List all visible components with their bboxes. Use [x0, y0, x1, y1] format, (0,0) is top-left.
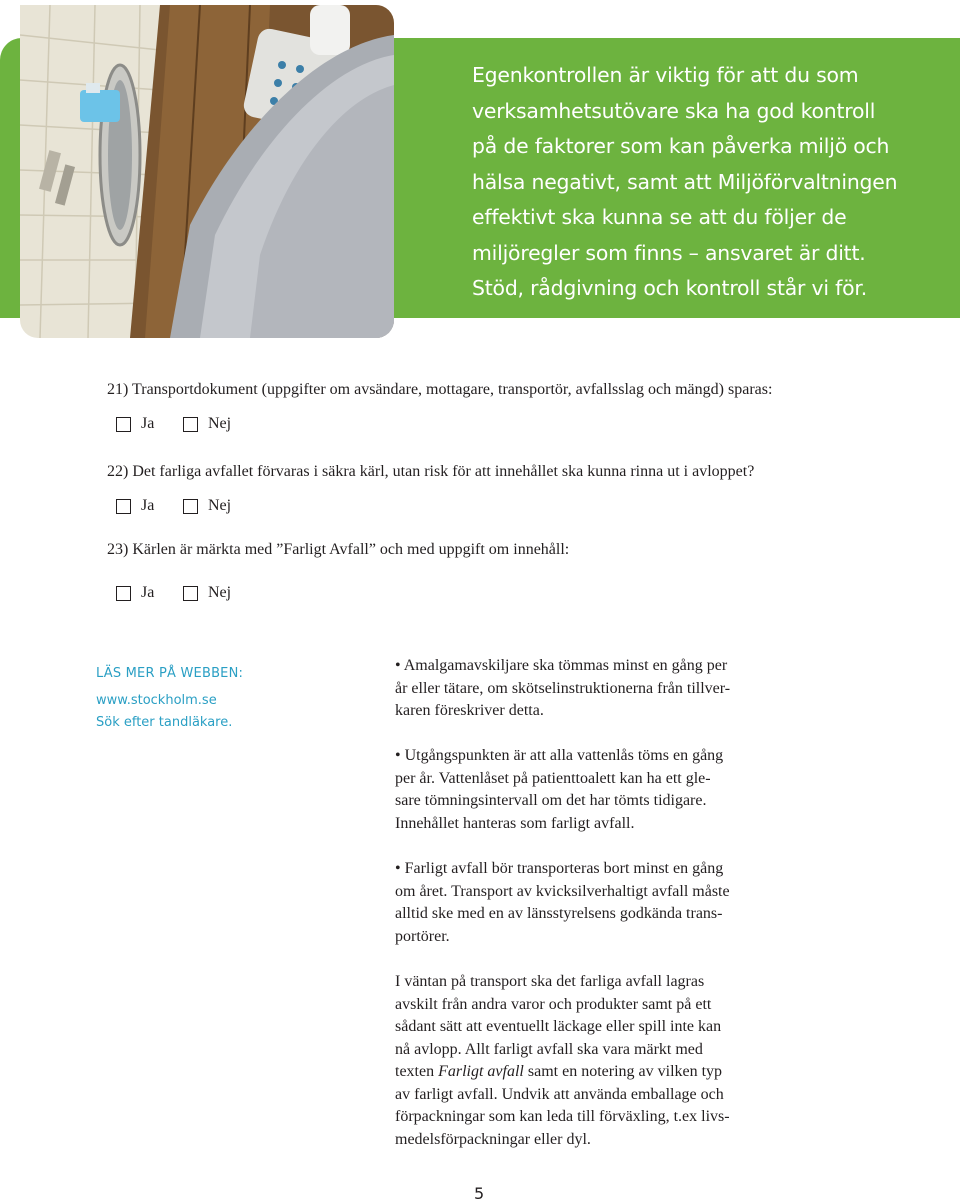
read-more-heading: LÄS MER PÅ WEBBEN:	[96, 666, 244, 681]
option-label: Nej	[208, 415, 232, 432]
intro-line: Stöd, rådgivning och kontroll står vi för.	[472, 276, 867, 300]
text-line: om året. Transport av kvicksilverhaltigt avfall måste	[395, 882, 730, 900]
text-segment: texten	[395, 1063, 439, 1080]
intro-line: verksamhetsutövare ska ha god kontroll	[472, 98, 876, 123]
text-line: sare tömningsintervall om det har tömts tidigare.	[395, 792, 707, 809]
search-hint: Sök efter tandläkare.	[96, 715, 233, 730]
question-22: 22) Det farliga avfallet förvaras i säkra kärl, utan risk för att innehållet ska kunna rinna ut i avloppet?	[107, 463, 755, 480]
option-no-22[interactable]	[183, 496, 231, 516]
text-line: avskilt från andra varor och produkter samt på ett	[395, 995, 712, 1013]
emphasized-term: Farligt avfall	[438, 1063, 524, 1080]
intro-text	[472, 58, 932, 307]
question-23: 23) Kärlen är märkta med ”Farligt Avfall” och med uppgift om innehåll:	[107, 541, 570, 558]
option-no-21[interactable]	[183, 414, 231, 434]
option-label: Ja	[141, 497, 155, 514]
intro-line: Egenkontrollen är viktig för att du som	[472, 63, 859, 87]
text-line: nå avlopp. Allt farligt avfall ska vara märkt med	[395, 1040, 703, 1058]
text-line: medelsförpackningar eller dyl.	[395, 1130, 591, 1148]
option-yes-23[interactable]	[116, 583, 154, 603]
text-line: år eller tätare, om skötselinstruktionerna från tillver-	[395, 679, 731, 697]
checkbox[interactable]	[116, 499, 131, 514]
text-line: karen föreskriver detta.	[395, 702, 544, 719]
intro-line: på de faktorer som kan påverka miljö och	[472, 134, 890, 158]
intro-line: hälsa negativt, samt att Miljöförvaltningen	[472, 169, 898, 194]
text-line: per år. Vattenlåset på patienttoalett kan ha ett gle-	[395, 769, 711, 787]
text-segment: samt en notering av vilken typ	[523, 1063, 723, 1080]
closing-paragraph	[395, 971, 775, 1151]
text-line: alltid ske med en av länsstyrelsens godkända trans-	[395, 905, 723, 922]
checkbox[interactable]	[116, 586, 131, 601]
checkbox[interactable]	[183, 417, 198, 432]
text-line: • Amalgamavskiljare ska tömmas minst en gång per	[395, 657, 728, 674]
answer-options-21	[116, 414, 316, 434]
option-label: Nej	[208, 584, 232, 601]
checkbox[interactable]	[183, 586, 198, 601]
text-line: av farligt avfall. Undvik att använda emballage och	[395, 1085, 724, 1103]
option-no-23[interactable]	[183, 583, 231, 603]
option-label: Ja	[141, 584, 155, 601]
bullet-water-traps	[395, 745, 775, 835]
intro-line: miljöregler som finns – ansvaret är ditt.	[472, 240, 866, 265]
option-yes-21[interactable]	[116, 414, 154, 434]
text-line: förpackningar som kan leda till förväxling, t.ex livs-	[395, 1108, 730, 1125]
text-line: I väntan på transport ska det farliga avfall lagras	[395, 973, 705, 990]
dental-clinic-photo	[20, 5, 394, 338]
checkbox[interactable]	[183, 499, 198, 514]
answer-options-23	[116, 583, 316, 603]
text-line: • Farligt avfall bör transporteras bort minst en gång	[395, 860, 724, 877]
checkbox[interactable]	[116, 417, 131, 432]
option-yes-22[interactable]	[116, 496, 154, 516]
answer-options-22	[116, 496, 316, 516]
text-line	[395, 1061, 775, 1084]
text-line: sådant sätt att eventuellt läckage eller spill inte kan	[395, 1018, 722, 1035]
question-21: 21) Transportdokument (uppgifter om avsändare, mottagare, transportör, avfallsslag och mängd) sparas:	[107, 381, 773, 398]
text-line: • Utgångspunkten är att alla vattenlås töms en gång	[395, 747, 724, 764]
text-line: portörer.	[395, 927, 450, 945]
intro-line: effektivt ska kunna se att du följer de	[472, 205, 847, 229]
website-link[interactable]: www.stockholm.se	[96, 693, 217, 708]
page-number: 5	[474, 1184, 485, 1203]
option-label: Nej	[208, 497, 232, 514]
option-label: Ja	[141, 415, 155, 432]
text-line: Innehållet hanteras som farligt avfall.	[395, 814, 635, 832]
bullet-amalgam	[395, 655, 775, 723]
bullet-transport	[395, 858, 775, 948]
